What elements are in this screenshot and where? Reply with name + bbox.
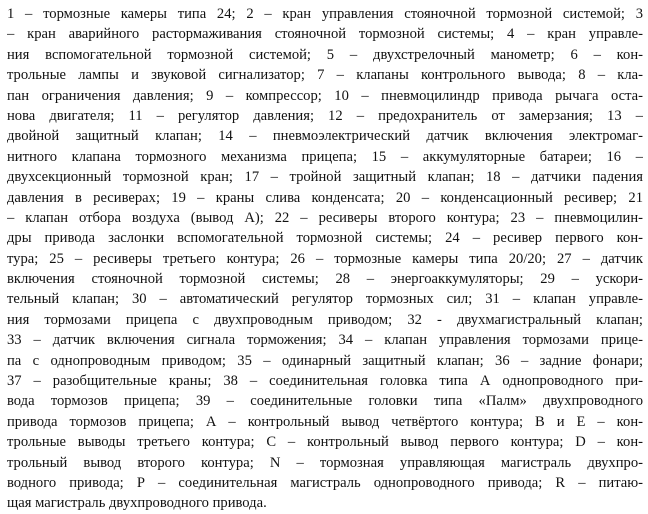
legend-line: привода тормозов прицепа; А – контрольный вывод четвёртого контура; В и Е – кон- bbox=[7, 413, 643, 430]
legend-line: трольные выводы третьего контура; С – контрольный вывод первого контура; D – кон- bbox=[7, 434, 643, 451]
legend-line: включения стояночной тормозной системы; 28 – энергоаккумуляторы; 29 – ускори- bbox=[7, 271, 643, 288]
legend-line: ния тормозами прицепа с двухпроводным приводом; 32 - двухмагистральный клапан; bbox=[7, 311, 643, 328]
legend-line: дры привода заслонки вспомогательной тормозной системы; 24 – ресивер первого кон- bbox=[7, 230, 643, 247]
legend-line: давления в ресиверах; 19 – краны слива конденсата; 20 – конденсационный ресивер; 21 bbox=[7, 189, 643, 206]
legend-line: тура; 25 – ресиверы третьего контура; 26 – тормозные камеры типа 20/20; 27 – датчик bbox=[7, 250, 643, 267]
legend-line: – клапан отбора воздуха (вывод А); 22 – ресиверы второго контура; 23 – пневмоцилин- bbox=[7, 209, 643, 226]
legend-text-block bbox=[7, 4, 643, 514]
legend-line: нова двигателя; 11 – регулятор давления; 12 – предохранитель от замерзания; 13 – bbox=[7, 107, 643, 124]
legend-line: нитного клапана тормозного механизма прицепа; 15 – аккумуляторные батареи; 16 – bbox=[7, 148, 643, 165]
legend-line-last: щая магистраль двухпроводного привода. bbox=[7, 495, 267, 512]
legend-line: 1 – тормозные камеры типа 24; 2 – кран управления стояночной тормозной системой; 3 bbox=[7, 6, 643, 22]
legend-line: 33 – датчик включения сигнала торможения; 34 – клапан управления тормозами прице- bbox=[7, 332, 643, 349]
legend-line: пан ограничения давления; 9 – компрессор; 10 – пневмоцилиндр привода рычага оста- bbox=[7, 87, 643, 104]
legend-line: трольный вывод второго контура; N – тормозная управляющая магистраль двухпро- bbox=[7, 454, 643, 471]
legend-line: двойной защитный клапан; 14 – пневмоэлектрический датчик включения электромаг- bbox=[7, 128, 643, 145]
legend-line: тельный клапан; 30 – автоматический регулятор тормозных сил; 31 – клапан управле- bbox=[7, 291, 643, 308]
legend-line: па с однопроводным приводом; 35 – одинарный защитный клапан; 36 – задние фонари; bbox=[7, 352, 643, 369]
legend-line: двухсекционный тормозной кран; 17 – тройной защитный клапан; 18 – датчики падения bbox=[7, 169, 643, 186]
legend-line: вода тормозов прицепа; 39 – соединительные головки типа «Палм» двухпроводного bbox=[7, 393, 643, 410]
legend-line: ния вспомогательной тормозной системой; 5 – двухстрелочный манометр; 6 – кон- bbox=[7, 46, 643, 63]
legend-line: водного привода; Р – соединительная магистраль однопроводного привода; R – питаю- bbox=[7, 474, 643, 491]
legend-line: трольные лампы и звуковой сигнализатор; 7 – клапаны контрольного вывода; 8 – кла- bbox=[7, 67, 643, 84]
legend-line: – кран аварийного растормаживания стояночной тормозной системы; 4 – кран управле- bbox=[7, 26, 643, 43]
legend-line: 37 – разобщительные краны; 38 – соединительная головка типа А однопроводного при- bbox=[7, 373, 643, 390]
